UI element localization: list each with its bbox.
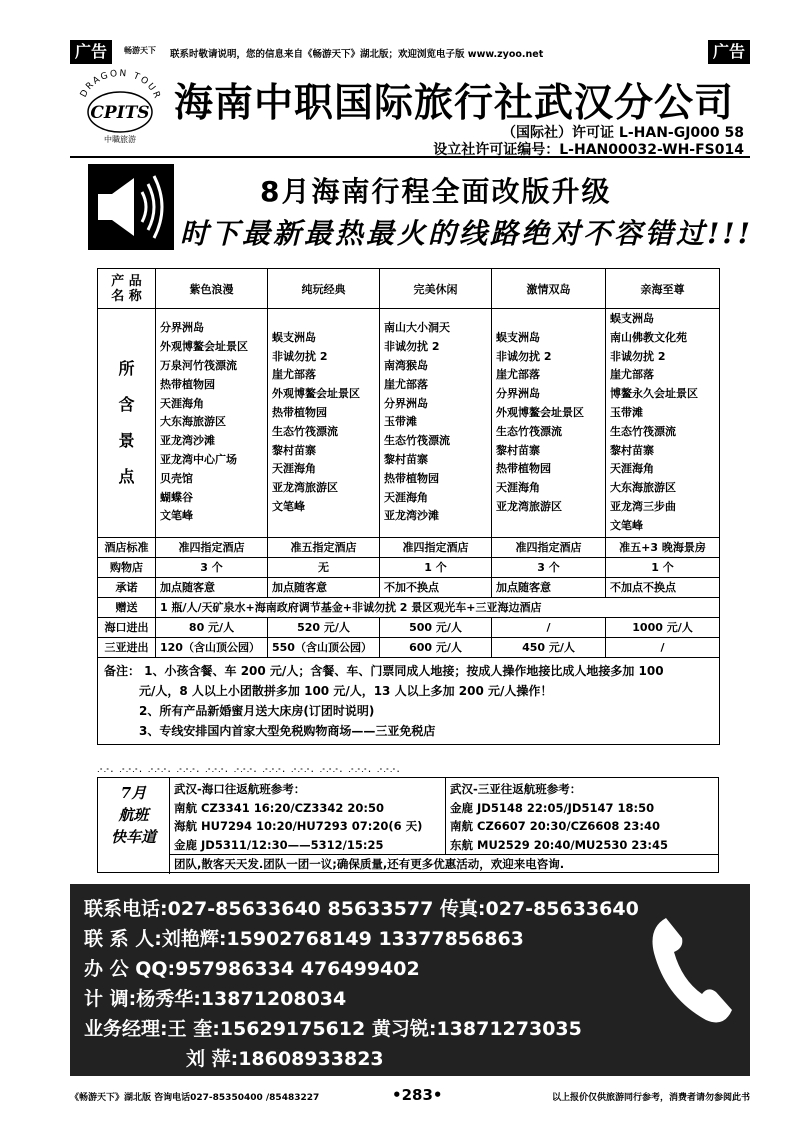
promise-cell: 不加点不换点: [606, 577, 720, 597]
sanya-flights: [446, 778, 718, 854]
promise-cell: 加点随客意: [156, 577, 268, 597]
price-cell: /: [492, 617, 606, 637]
price-cell: 450 元/人: [492, 637, 606, 657]
product-name: 激情双岛: [492, 269, 606, 309]
spot-item: 热带植物园: [384, 471, 439, 485]
footer-left: 《畅游天下》湖北版 咨询电话027-85350400 /85483227: [70, 1093, 320, 1103]
branch-license-number: 设立社许可证编号：L-HAN00032-WH-FS014: [433, 142, 744, 158]
spot-item: 亚龙湾旅游区: [496, 499, 562, 513]
flight-line: 海航 HU7294 10:20/HU7293 07:20(6 天): [174, 819, 423, 833]
spot-item: 亚龙湾中心广场: [160, 452, 237, 466]
footer-right: 以上报价仅供旅游同行参考，消费者请勿参阅此书: [551, 1093, 750, 1103]
spot-item: 亚龙湾旅游区: [272, 481, 338, 495]
spot-item: 生态竹筏漂流: [496, 424, 562, 438]
speaker-icon: [88, 164, 174, 250]
spot-item: 贝壳馆: [160, 471, 193, 485]
flight-line: 武汉-海口往返航班参考：: [174, 782, 306, 796]
spot-item: 南湾猴岛: [384, 358, 428, 372]
price-cell: 80 元/人: [156, 617, 268, 637]
spot-item: 非诚勿扰 2: [384, 340, 440, 354]
flight-line: 东航 MU2529 20:40/MU2530 23:45: [450, 837, 668, 852]
spot-item: 黎村苗寨: [610, 443, 654, 457]
hotel-cell: 准四指定酒店: [492, 537, 606, 557]
contact-manager-2: 刘 萍:18608933823: [186, 1048, 384, 1070]
spot-item: 南山佛教文化苑: [610, 330, 687, 344]
spot-item: 蜈支洲岛: [496, 330, 540, 344]
spot-list: [380, 309, 492, 538]
spot-item: 崖尤部落: [496, 368, 540, 382]
note-line: 备注： 1、小孩含餐、车 200 元/人；含餐、车、门票同成人地接；按成人操作地接比成人地接多加 100: [104, 663, 664, 678]
page-number: •283•: [392, 1086, 443, 1104]
logo-sub-text: 中職旅游: [104, 135, 136, 144]
contact-person: 联 系 人:刘艳辉:15902768149 13377856863: [84, 928, 524, 950]
price-cell: /: [606, 637, 720, 657]
spot-item: 南山大小洞天: [384, 321, 450, 335]
spot-item: 外观博鳌会址景区: [160, 340, 248, 354]
spot-item: 文笔峰: [610, 518, 643, 532]
spot-item: 天涯海角: [496, 481, 540, 495]
spot-item: 亚龙湾沙滩: [384, 509, 439, 523]
price-cell: 1000 元/人: [606, 617, 720, 637]
logo-text: CPITS: [90, 103, 150, 123]
flight-footer: 团队,散客天天发.团队一团一议;确保质量,还有更多优惠活动，欢迎来电咨询.: [170, 854, 718, 874]
contact-phone: 联系电话:027-85633640 85633577 传真:027-85633640: [84, 898, 639, 920]
cpits-logo: [70, 66, 170, 146]
spot-item: 分界洲岛: [384, 396, 428, 410]
spot-item: 文笔峰: [272, 499, 305, 513]
shop-cell: 1 个: [606, 557, 720, 577]
hotel-row: [98, 537, 720, 557]
hotel-cell: 准五指定酒店: [268, 537, 380, 557]
haikou-flights: [170, 778, 446, 854]
top-bar: [70, 40, 750, 66]
spot-item: 生态竹筏漂流: [272, 424, 338, 438]
spot-item: 崖尤部落: [610, 368, 654, 382]
scenic-spots-label: 所 含 景 点: [98, 309, 156, 538]
hotel-cell: 准四指定酒店: [156, 537, 268, 557]
spot-item: 玉带滩: [610, 405, 643, 419]
agency-header: [70, 66, 750, 158]
product-name-label: 产 品 名 称: [98, 269, 156, 309]
promo-banner: [70, 160, 753, 256]
flight-box: [97, 777, 719, 873]
spot-item: 分界洲岛: [496, 387, 540, 401]
license-number: （国际社）许可证 L-HAN-GJ000 58: [502, 125, 744, 141]
svg-text:DRAGON TOUR: [79, 69, 162, 102]
flight-line: 金鹿 JD5311/12:30——5312/15:25: [174, 837, 384, 852]
headline-main: 8月海南行程全面改版升级: [260, 175, 612, 208]
table-header-row: [98, 269, 720, 309]
contact-manager: 业务经理:王 奎:15629175612 黄习锐:13871273035: [84, 1018, 582, 1040]
note-line: 3、专线安排国内首家大型免税购物商场——三亚免税店: [139, 723, 436, 738]
shop-cell: 无: [268, 557, 380, 577]
price-cell: 500 元/人: [380, 617, 492, 637]
contact-planner: 计 调:杨秀华:13871208034: [84, 988, 347, 1010]
note-line: 2、所有产品新婚蜜月送大床房(订团时说明): [139, 703, 375, 718]
ad-tag-left: 广告: [70, 40, 112, 64]
haikou-label: 海口进出: [98, 617, 156, 637]
company-name: 海南中职国际旅行社武汉分公司: [174, 80, 735, 126]
spot-list: [492, 309, 606, 538]
notes-row: [98, 657, 720, 744]
product-name: 纯玩经典: [268, 269, 380, 309]
shop-label: 购物店: [98, 557, 156, 577]
gift-row: [98, 597, 720, 617]
flight-line: 南航 CZ6607 20:30/CZ6608 23:40: [450, 819, 660, 833]
sanya-price-row: [98, 637, 720, 657]
magazine-logo: 畅游天下: [124, 46, 156, 55]
shop-cell: 3 个: [156, 557, 268, 577]
spot-item: 热带植物园: [496, 462, 551, 476]
flight-line: 南航 CZ3341 16:20/CZ3342 20:50: [174, 800, 384, 815]
notes-cell: [98, 657, 720, 744]
promise-label: 承诺: [98, 577, 156, 597]
product-name: 亲海至尊: [606, 269, 720, 309]
contact-panel: [70, 884, 750, 1076]
logo-arc-text: DRAGON TOUR: [78, 68, 163, 102]
spot-item: 蜈支洲岛: [610, 312, 654, 325]
spot-item: 博鳌永久会址景区: [610, 387, 698, 401]
telephone-icon: [646, 908, 736, 1028]
spot-item: 天涯海角: [272, 462, 316, 476]
flight-line: 金鹿 JD5148 22:05/JD5147 18:50: [450, 800, 655, 815]
shop-row: [98, 557, 720, 577]
product-table: [97, 268, 720, 745]
price-cell: 120（含山顶公园）: [156, 637, 268, 657]
spot-item: 外观博鳌会址景区: [272, 387, 360, 401]
spot-item: 蝴蝶谷: [160, 490, 193, 504]
haikou-price-row: [98, 617, 720, 637]
spot-item: 亚龙湾沙滩: [160, 434, 215, 448]
flight-label: 7月 航班 快车道: [98, 778, 170, 874]
spot-item: 热带植物园: [272, 405, 327, 419]
spot-item: 非诚勿扰 2: [272, 349, 328, 363]
note-line: 元/人，8 人以上小团散拼多加 100 元/人，13 人以上多加 200 元/人操作！: [139, 683, 553, 698]
promise-cell: 加点随客意: [492, 577, 606, 597]
product-name: 完美休闲: [380, 269, 492, 309]
spot-item: 天涯海角: [384, 490, 428, 504]
shop-cell: 3 个: [492, 557, 606, 577]
scenic-spots-row: [98, 309, 720, 538]
spot-item: 天涯海角: [160, 396, 204, 410]
gift-cell: 1 瓶/人/天矿泉水+海南政府调节基金+非诚勿扰 2 景区观光车+三亚海边酒店: [156, 597, 720, 617]
shop-cell: 1 个: [380, 557, 492, 577]
spot-item: 玉带滩: [384, 415, 417, 429]
spot-item: 天涯海角: [610, 462, 654, 476]
spot-item: 崖尤部落: [384, 377, 428, 391]
promise-cell: 加点随客意: [268, 577, 380, 597]
promise-cell: 不加不换点: [380, 577, 492, 597]
product-name: 紫色浪漫: [156, 269, 268, 309]
promise-row: [98, 577, 720, 597]
spot-item: 生态竹筏漂流: [610, 424, 676, 438]
spot-item: 大东海旅游区: [160, 415, 226, 429]
spot-item: 非诚勿扰 2: [496, 349, 552, 363]
spot-item: 生态竹筏漂流: [384, 434, 450, 448]
ad-tag-right: 广告: [708, 40, 750, 64]
spot-item: 黎村苗寨: [496, 443, 540, 457]
hotel-label: 酒店标准: [98, 537, 156, 557]
spot-item: 分界洲岛: [160, 321, 204, 335]
sanya-label: 三亚进出: [98, 637, 156, 657]
dotted-divider: .ං.ං. .ං.ං.ං. .ං.ං.ං. .ං.ං.ං. .ං.ං.ං. .ං.ං.ං. .ං.ං.ං. .ං.ං.ං. .ං.ං.ං. .ං.ං.ං. .ං.ං.ං.: [97, 762, 401, 775]
spot-item: 黎村苗寨: [272, 443, 316, 457]
price-cell: 600 元/人: [380, 637, 492, 657]
spot-item: 黎村苗寨: [384, 452, 428, 466]
gift-label: 赠送: [98, 597, 156, 617]
hotel-cell: 准五+3 晚海景房: [606, 537, 720, 557]
spot-list: [606, 309, 720, 538]
spot-item: 崖尤部落: [272, 368, 316, 382]
spot-list: [268, 309, 380, 538]
top-notice: 联系时敬请说明，您的信息来自《畅游天下》湖北版；欢迎浏览电子版 www.zyoo.net: [170, 49, 544, 60]
spot-item: 万泉河竹筏漂流: [160, 358, 237, 372]
hotel-cell: 准四指定酒店: [380, 537, 492, 557]
spot-item: 非诚勿扰 2: [610, 349, 666, 363]
spot-item: 文笔峰: [160, 509, 193, 523]
headline-sub: 时下最新最热最火的线路绝对不容错过!!!: [180, 217, 753, 250]
contact-qq: 办 公 QQ:957986334 476499402: [84, 958, 420, 980]
spot-list: [156, 309, 268, 538]
spot-item: 大东海旅游区: [610, 481, 676, 495]
flight-line: 武汉-三亚往返航班参考：: [450, 782, 582, 796]
price-cell: 520 元/人: [268, 617, 380, 637]
spot-item: 外观博鳌会址景区: [496, 405, 584, 419]
price-cell: 550（含山顶公园）: [268, 637, 380, 657]
spot-item: 亚龙湾三步曲: [610, 499, 676, 513]
spot-item: 热带植物园: [160, 377, 215, 391]
spot-item: 蜈支洲岛: [272, 330, 316, 344]
